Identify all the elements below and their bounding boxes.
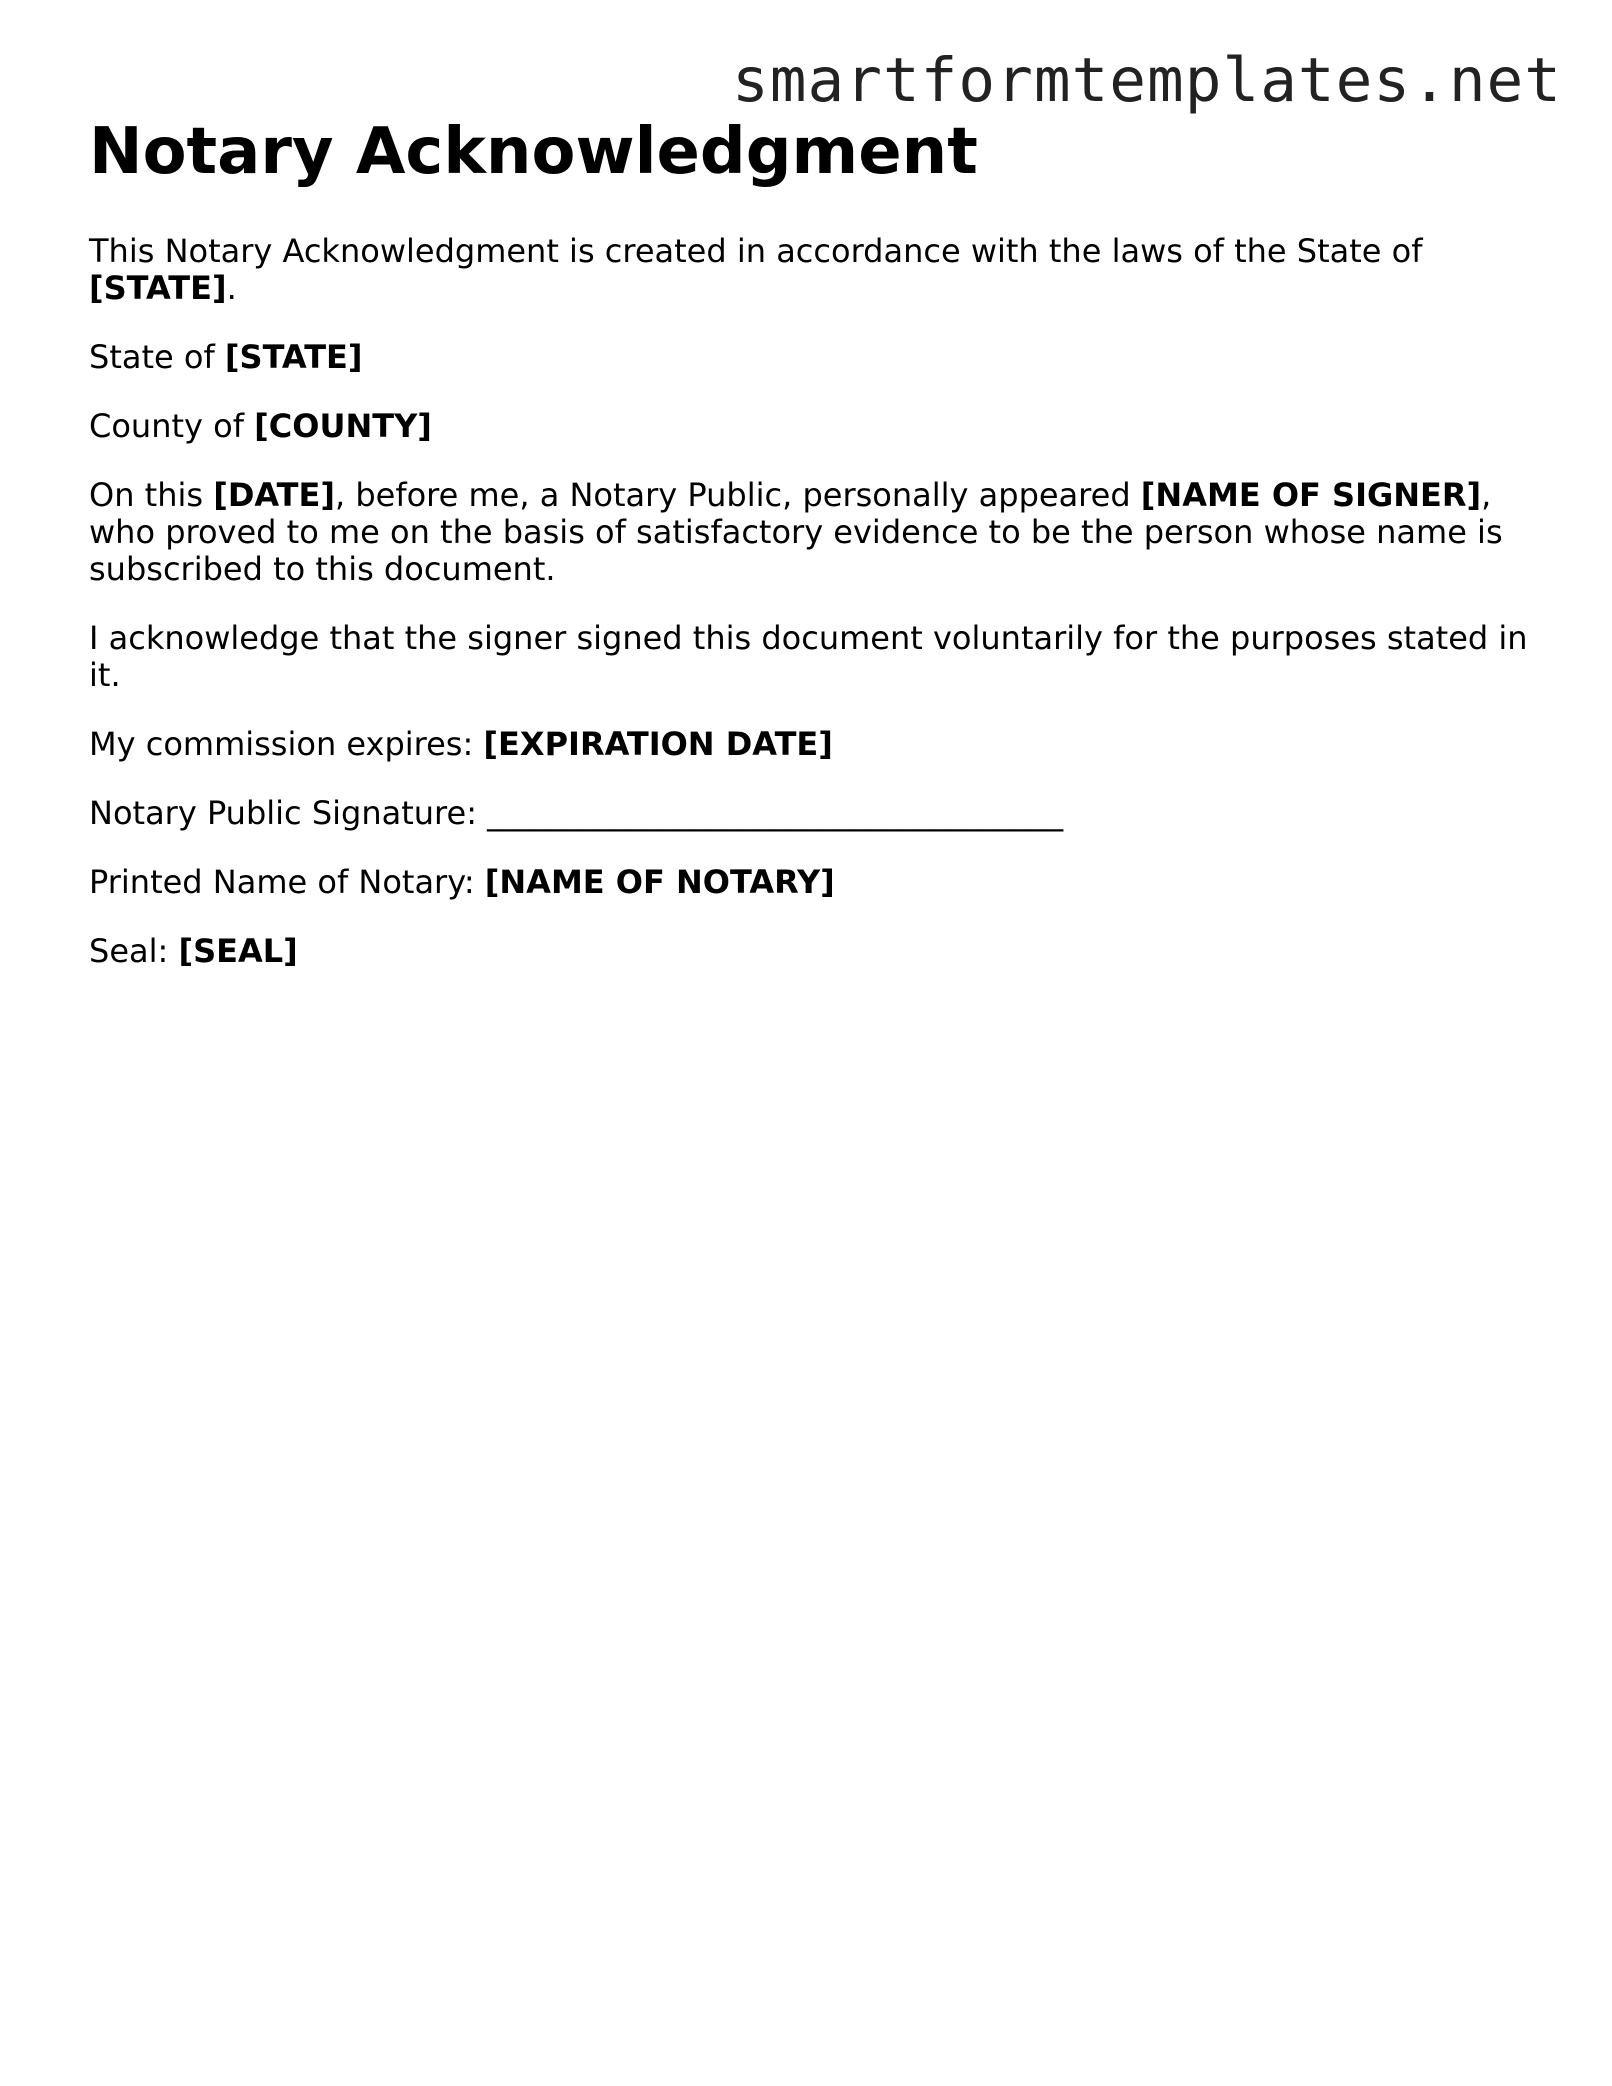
- appearance-paragraph: [89, 477, 1529, 588]
- acknowledgment-paragraph: I acknowledge that the signer signed this document voluntarily for the purposes stated in it.: [89, 619, 1528, 694]
- intro-state-placeholder: [STATE]: [89, 269, 227, 307]
- intro-end: .: [226, 269, 237, 307]
- date-placeholder: [DATE]: [213, 476, 335, 514]
- seal-line: [89, 933, 1529, 970]
- county-placeholder: [COUNTY]: [254, 407, 432, 445]
- signature-blank: ____________________________________: [487, 794, 1064, 832]
- commission-line: [89, 726, 1529, 763]
- state-label: State of: [89, 338, 225, 376]
- commission-label: My commission expires:: [89, 725, 484, 763]
- state-line: [89, 339, 1529, 376]
- intro-paragraph: [89, 233, 1529, 307]
- site-watermark: smartformtemplates.net: [732, 45, 1562, 116]
- signature-label: Notary Public Signature:: [89, 794, 488, 832]
- county-label: County of: [89, 407, 255, 445]
- printed-name-line: [89, 864, 1529, 901]
- appearance-suffix: , who proved to me on the basis of satisfactory evidence to be the person whose name is subscribed to this document.: [89, 476, 1503, 588]
- printed-name-label: Printed Name of Notary:: [89, 863, 485, 901]
- state-placeholder: [STATE]: [224, 338, 363, 376]
- seal-placeholder: [SEAL]: [178, 932, 298, 970]
- expiration-date-placeholder: [EXPIRATION DATE]: [483, 725, 833, 763]
- signature-line: [89, 795, 1529, 832]
- county-line: [89, 408, 1529, 445]
- document-body: [89, 114, 1529, 1002]
- appearance-prefix: On this: [89, 476, 214, 514]
- seal-label: Seal:: [89, 932, 179, 970]
- notary-name-placeholder: [NAME OF NOTARY]: [484, 863, 835, 901]
- signer-placeholder: [NAME OF SIGNER]: [1140, 476, 1482, 514]
- intro-text: This Notary Acknowledgment is created in accordance with the laws of the State of: [89, 232, 1423, 270]
- appearance-middle: , before me, a Notary Public, personally appeared: [334, 476, 1141, 514]
- document-title: Notary Acknowledgment: [89, 115, 978, 189]
